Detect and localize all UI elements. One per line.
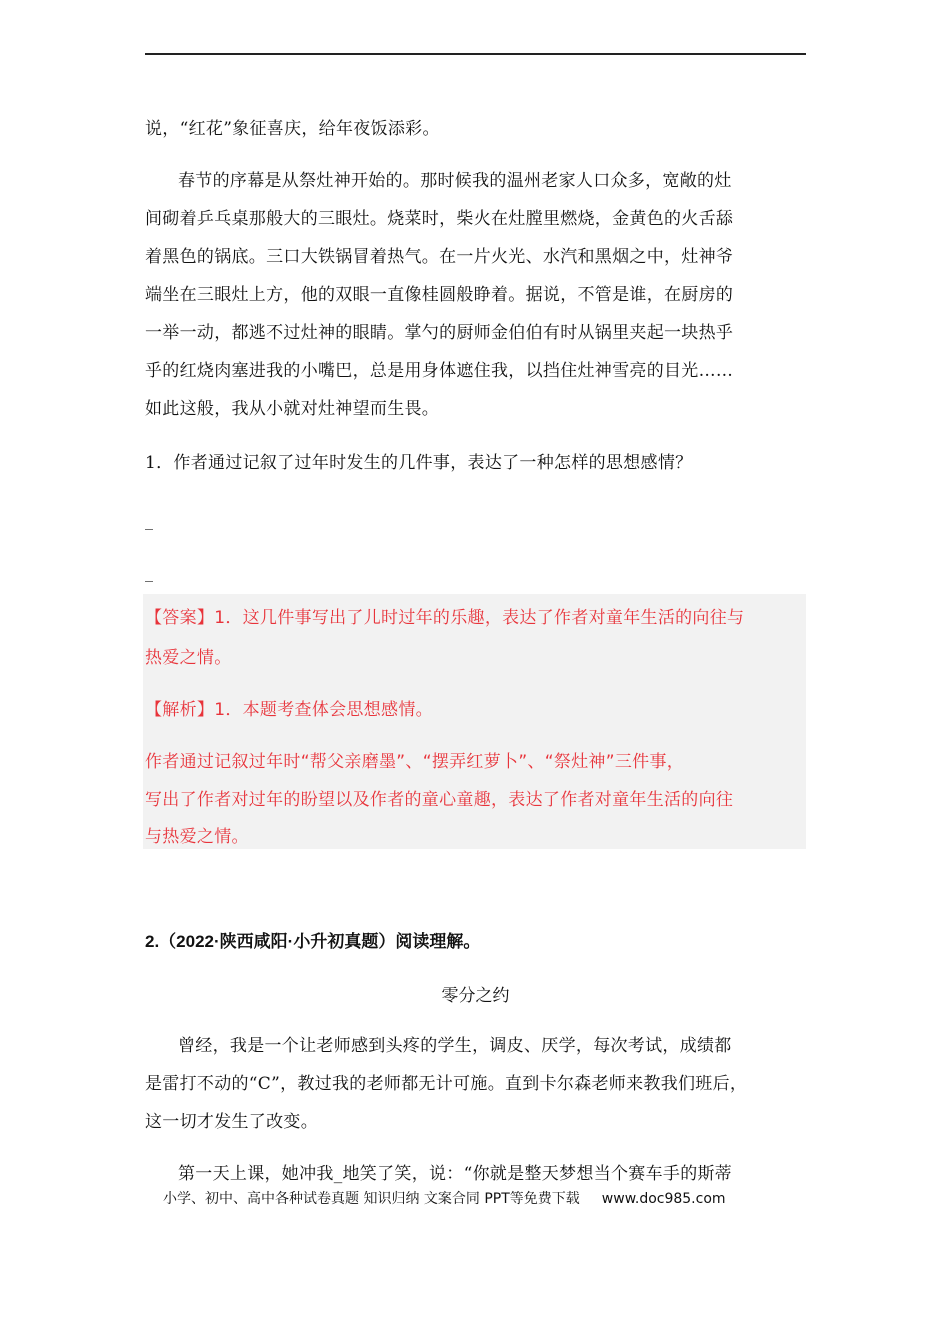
passage-line: 如此这般，我从小就对灶神望而生畏。	[145, 399, 440, 419]
passage-line: 第一天上课，她冲我_地笑了笑，说：“你就是整天梦想当个赛车手的斯蒂	[178, 1164, 733, 1184]
analysis-line: 与热爱之情。	[145, 827, 249, 847]
passage-line: 着黑色的锅底。三口大铁锅冒着热气。在一片火光、水汽和黑烟之中，灶神爷	[145, 247, 734, 267]
passage-line: 间砌着乒乓桌那般大的三眼灶。烧菜时，柴火在灶膛里燃烧，金黄色的火舌舔	[145, 209, 734, 229]
passage-line: 这一切才发生了改变。	[145, 1112, 318, 1132]
passage-line: 曾经，我是一个让老师感到头疼的学生，调皮、厌学，每次考试，成绩都	[178, 1036, 732, 1056]
answer-blank-2: _	[145, 563, 154, 582]
passage-line: 一举一动，都逃不过灶神的眼睛。掌勺的厨师金伯伯有时从锅里夹起一块热乎	[145, 323, 734, 343]
passage-title: 零分之约	[441, 986, 510, 1006]
question-2-heading: 2.（2022·陕西咸阳·小升初真题）阅读理解。	[145, 932, 481, 951]
analysis-line: 写出了作者对过年的盼望以及作者的童心童趣，表达了作者对童年生活的向往	[145, 790, 734, 810]
footer-url[interactable]: www.doc985.com	[601, 1191, 726, 1207]
passage-line: 说，“红花”象征喜庆，给年夜饭添彩。	[145, 119, 440, 139]
passage-line: 乎的红烧肉塞进我的小嘴巴，总是用身体遮住我，以挡住灶神雪亮的目光……	[145, 361, 734, 381]
answer-line: 热爱之情。	[145, 648, 232, 668]
answer-line: 【答案】1．这几件事写出了儿时过年的乐趣，表达了作者对童年生活的向往与	[145, 608, 745, 628]
analysis-line: 【解析】1．本题考查体会思想感情。	[145, 700, 433, 720]
analysis-line: 作者通过记叙过年时“帮父亲磨墨”、“摆弄红萝卜”、“祭灶神”三件事，	[145, 752, 685, 772]
answer-blank-1: _	[145, 511, 154, 530]
page-footer	[163, 1189, 726, 1209]
passage-line: 是雷打不动的“C”，教过我的老师都无计可施。直到卡尔森老师来教我们班后，	[145, 1074, 748, 1094]
passage-line: 春节的序幕是从祭灶神开始的。那时候我的温州老家人口众多，宽敞的灶	[178, 171, 732, 191]
footer-text: 小学、初中、高中各种试卷真题 知识归纳 文案合同 PPT等免费下载	[163, 1191, 580, 1207]
passage-line: 端坐在三眼灶上方，他的双眼一直像桂圆般睁着。据说，不管是谁，在厨房的	[145, 285, 734, 305]
header-rule	[145, 53, 806, 55]
question-1-text: 1．作者通过记叙了过年时发生的几件事，表达了一种怎样的思想感情？	[145, 453, 693, 473]
